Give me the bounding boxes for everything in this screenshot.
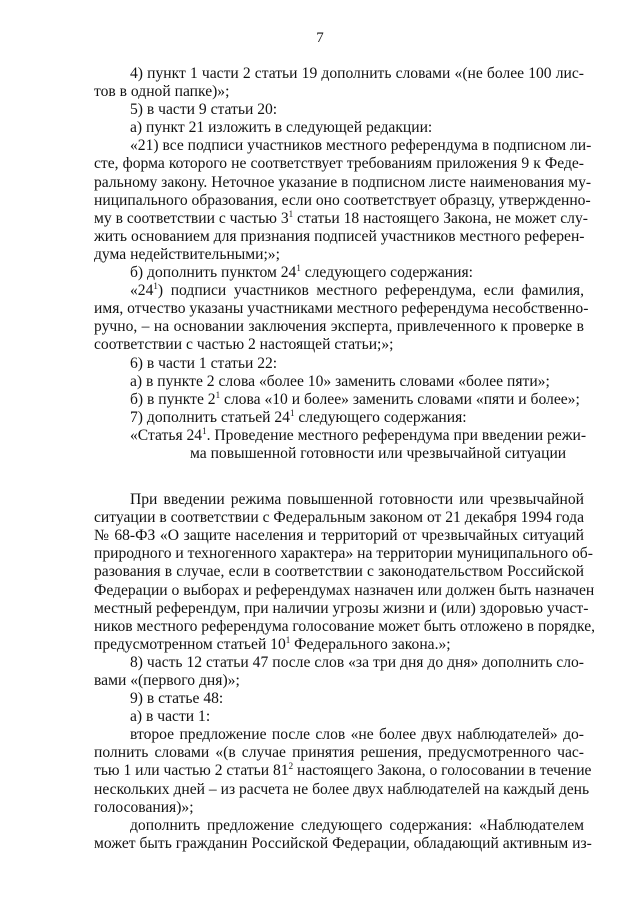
text-line: а) в пункте 2 слова «более 10» заменить словами «более пяти»;: [130, 372, 550, 390]
text-line: [94, 282, 584, 300]
text-segment: ) подписи участников местного референдума, если фамилия,: [157, 282, 584, 300]
text-line: может быть гражданин Российской Федерации, обладающий активным из-: [94, 834, 592, 852]
text-segment: тью 1 или частью 2 статьи 81: [94, 762, 289, 780]
text-line: [94, 264, 584, 282]
text-line: голосования)»;: [94, 798, 194, 816]
text-segment: «Статья 24: [130, 426, 203, 444]
text-segment: настоящего Закона, о голосовании в течение: [293, 762, 592, 780]
text-line: природного и техногенного характера» на территории муниципального об-: [94, 545, 593, 563]
text-line: 4) пункт 1 части 2 статьи 19 дополнить словами «(не более 100 лис-: [130, 65, 584, 82]
text-line: дополнить предложение следующего содержания: «Наблюдателем: [130, 816, 584, 834]
text-line: ручно, – на основании заключения эксперта, привлеченного к проверке в: [94, 318, 584, 336]
text-line: сте, форма которого не соответствует требованиям приложения 9 к Феде-: [94, 155, 584, 173]
text-line: [94, 391, 584, 409]
superscript: 1: [215, 389, 221, 400]
text-line: дума недействительными;»;: [94, 245, 280, 263]
superscript: 1: [288, 208, 294, 219]
text-line: а) пункт 21 изложить в следующей редакции:: [130, 119, 433, 137]
text-line: вами «(первого дня)»;: [94, 672, 240, 689]
text-line: [94, 636, 584, 654]
text-segment: му в соответствии с частью 3: [94, 209, 289, 227]
text-line: ников местного референдума голосование может быть отложено в порядке,: [94, 617, 596, 635]
text-segment: следующего содержания:: [300, 264, 473, 282]
text-segment: б) в пункте 2: [130, 390, 216, 408]
text-segment: «24: [130, 282, 154, 300]
text-segment: . Проведение местного референдума при введении режи-: [206, 426, 587, 444]
text-line: «21) все подписи участников местного референдума в подписном ли-: [130, 137, 592, 155]
text-line: 8) часть 12 статьи 47 после слов «за три дня до дня» дополнить сло-: [130, 653, 584, 671]
superscript: 1: [296, 263, 301, 274]
superscript: 1: [153, 281, 158, 292]
text-segment: слова «10 и более» заменить словами «пяти и более»;: [220, 390, 580, 408]
text-line: ральному закону. Неточное указание в подписном листе наименования му-: [94, 173, 592, 191]
text-line: имя, отчество указаны участниками местного референдума несобственно-: [94, 300, 589, 318]
text-line: [94, 208, 588, 228]
text-segment: статьи 18 настоящего Закона, не может слу-: [293, 209, 588, 227]
text-line: а) в части 1:: [130, 708, 211, 726]
text-segment: следующего содержания:: [294, 408, 467, 426]
text-line: второе предложение после слов «не более двух наблюдателей» до-: [130, 726, 584, 744]
text-line: [94, 425, 587, 445]
text-line: Федерации о выборах и референдумах назначен или должен быть назначен: [94, 581, 595, 599]
text-line: местный референдум, при наличии угрозы жизни и (или) здоровью участ-: [94, 599, 589, 617]
text-line: 9) в статье 48:: [130, 690, 224, 708]
superscript: 1: [285, 634, 291, 645]
paragraph-gap: [94, 463, 584, 491]
text-line: нескольких дней – из расчета не более двух наблюдателей на каждый день: [94, 780, 590, 798]
text-line: При введении режима повышенной готовности или чрезвычайной: [130, 491, 584, 509]
text-line: ма повышенной готовности или чрезвычайной ситуации: [190, 444, 567, 462]
superscript: 2: [288, 761, 294, 772]
text-line: [94, 761, 592, 780]
text-line: 6) в части 1 статьи 22:: [130, 354, 278, 372]
text-segment: 7) дополнить статьей 24: [130, 408, 290, 426]
document-body: [94, 65, 596, 853]
text-line: [94, 409, 584, 427]
text-line: разования в случае, если в соответствии с законодательством Российской: [94, 563, 584, 581]
text-line: 5) в части 9 статьи 20:: [130, 101, 278, 119]
text-segment: предусмотренном статьей 10: [94, 635, 286, 653]
text-line: жить основанием для признания подписей участников местного референ-: [94, 227, 585, 245]
text-line: тов в одной папке)»;: [94, 83, 230, 101]
text-segment: Федерального закона.»;: [290, 635, 451, 653]
text-line: ситуации в соответствии с Федеральным законом от 21 декабря 1994 года: [94, 509, 584, 527]
text-line: полнить словами «(в случае принятия решения, предусмотренного час-: [94, 744, 584, 762]
superscript: 1: [289, 407, 295, 418]
text-line: № 68-ФЗ «О защите населения и территорий от чрезвычайных ситуаций: [94, 527, 584, 545]
page-number: 7: [316, 30, 324, 46]
text-segment: б) дополнить пунктом 24: [130, 264, 297, 282]
text-line: соответствии с частью 2 настоящей статьи;»;: [94, 336, 394, 354]
superscript: 1: [202, 425, 207, 436]
text-line: ниципального образования, если оно соответствует образцу, утвержденно-: [94, 191, 591, 209]
